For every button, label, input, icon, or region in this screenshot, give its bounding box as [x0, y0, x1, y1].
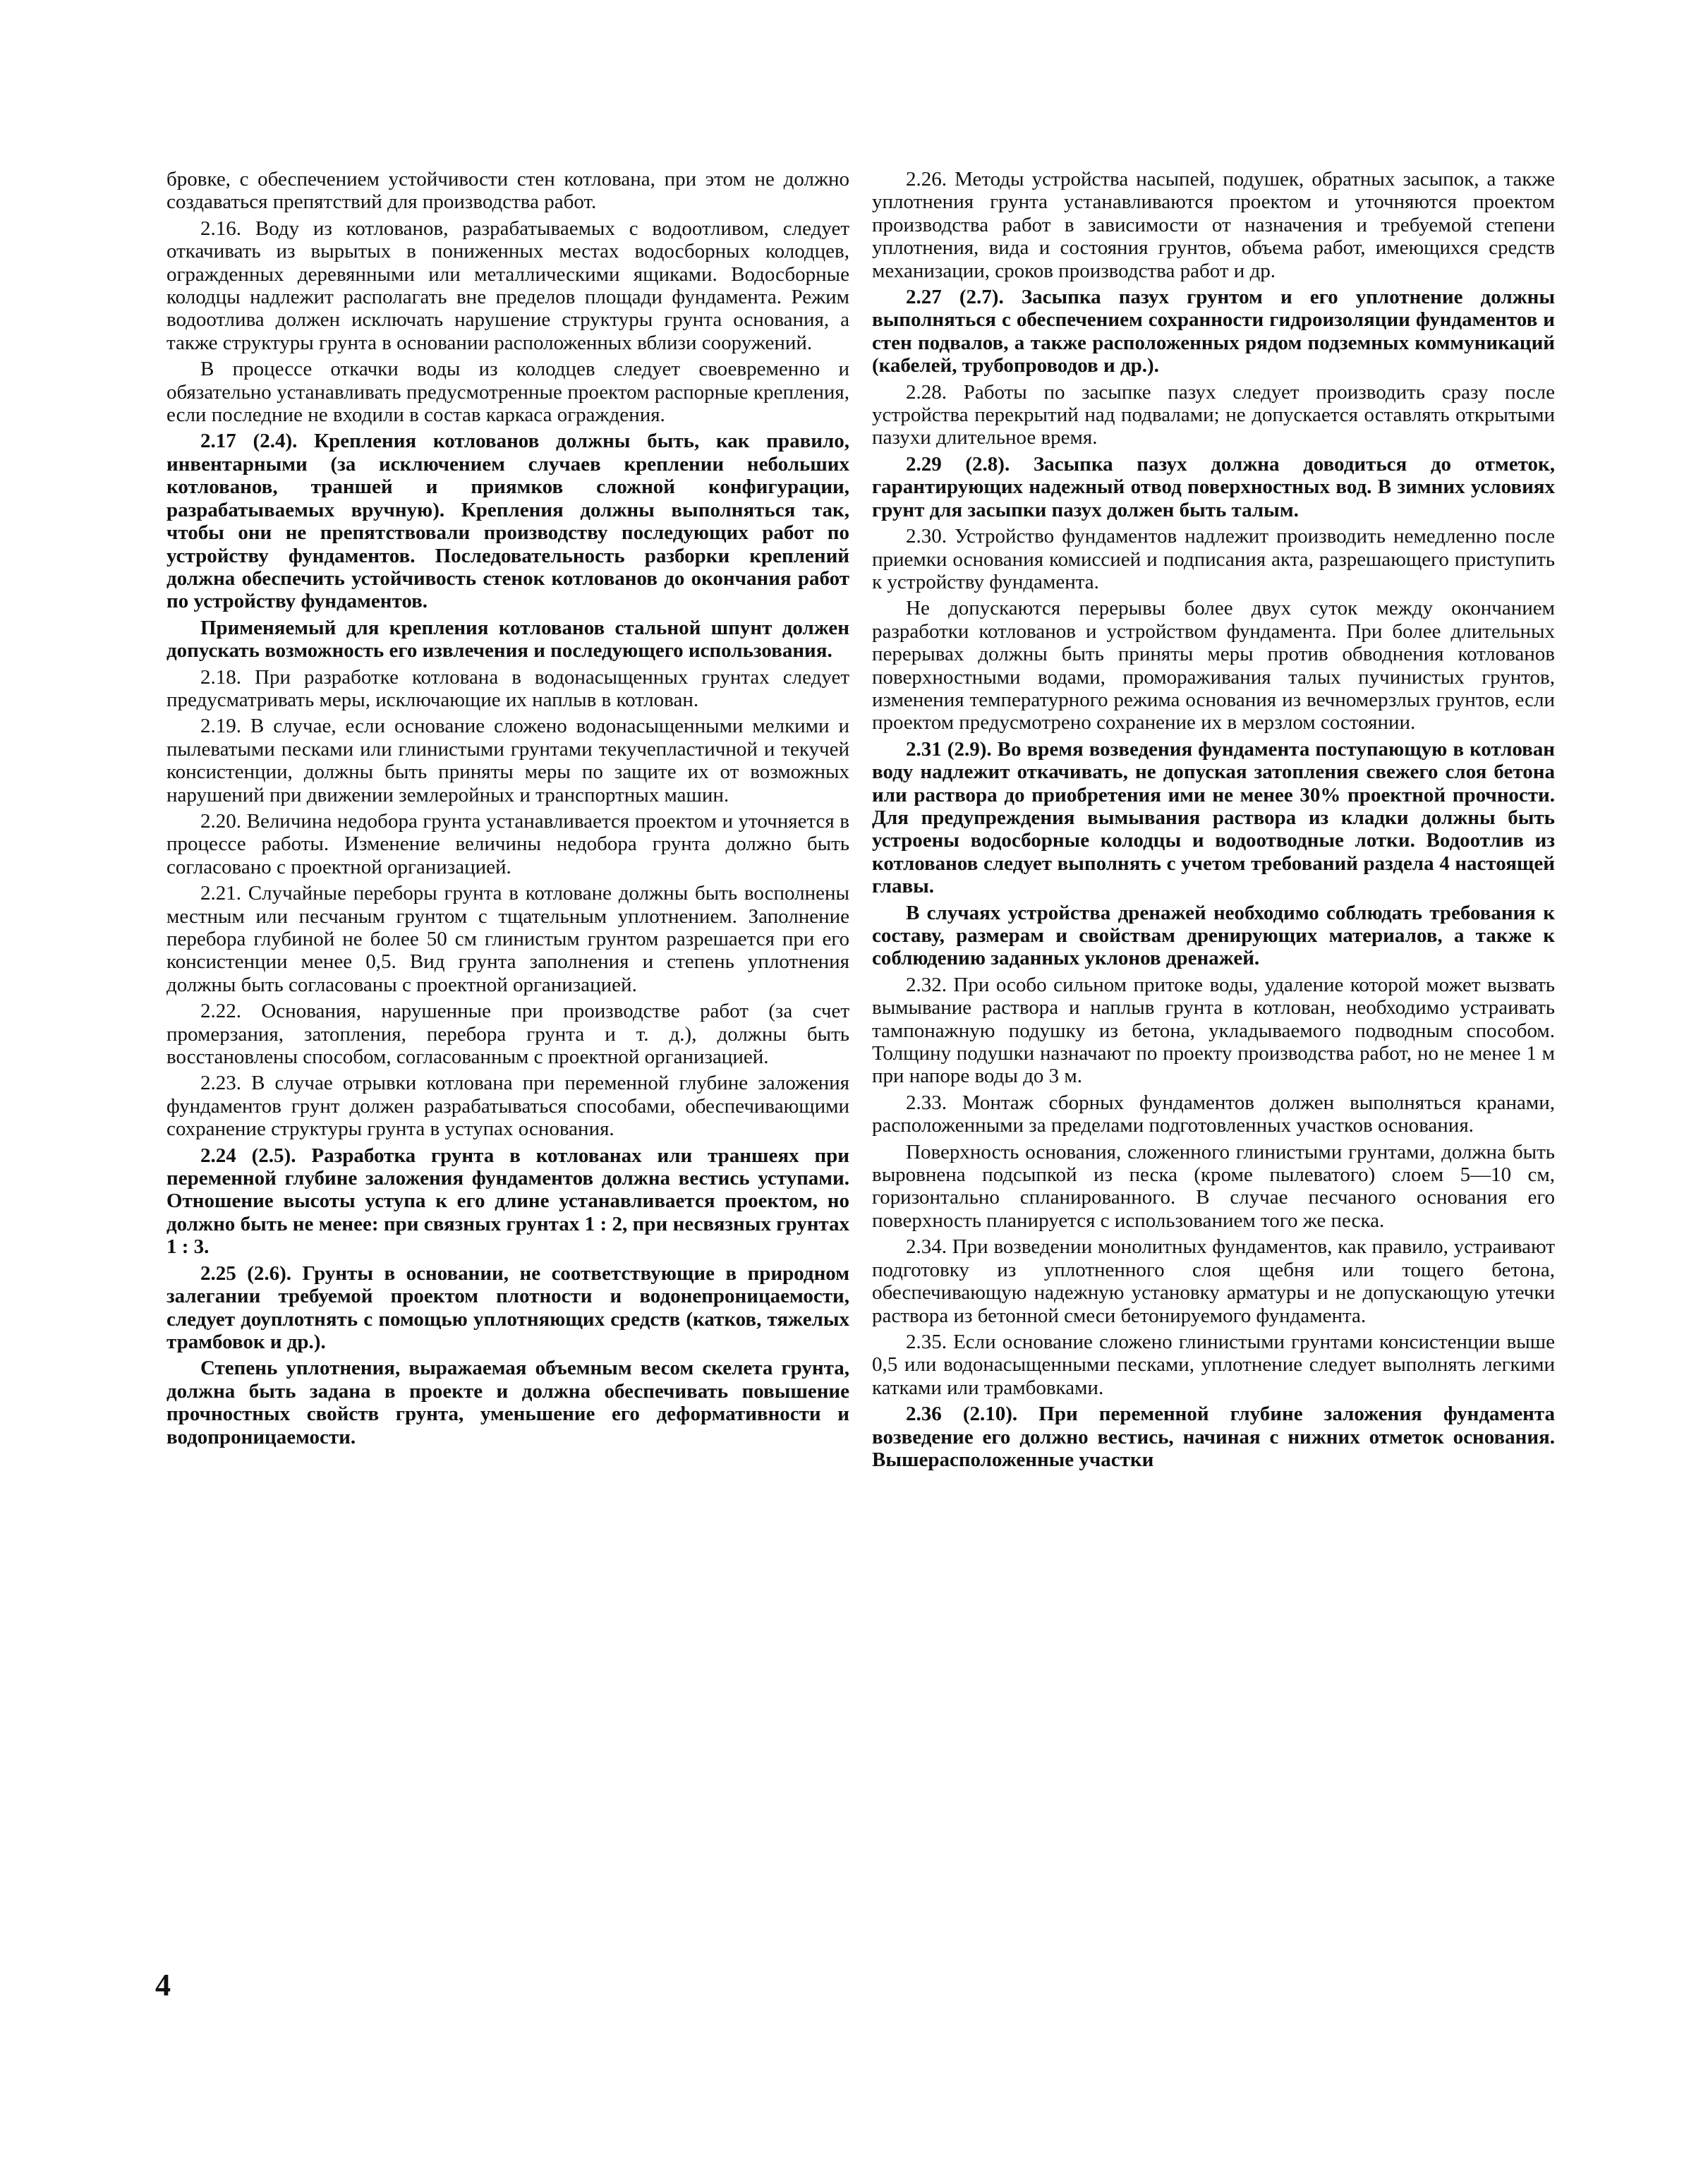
paragraph: 2.22. Основания, нарушенные при производстве работ (за счет промерзания, затопления, перебора грунта и т. д.), должны быть восстановлены способом, согласованным с проектной организацией.: [166, 1000, 849, 1069]
paragraph: 2.16. Воду из котлованов, разрабатываемых с водоотливом, следует откачивать из вырытых в пониженных местах водосборных колодцев, огражденных деревянными или металлическими ящиками. Водосборные колодцы надлежит располагать вне пределов площади фундамента. Режим водоотлива должен исключать нарушение структуры грунта основания, а также структуры грунта в основании расположенных вблизи сооружений.: [166, 217, 849, 354]
paragraph: 2.26. Методы устройства насыпей, подушек, обратных засыпок, а также уплотнения грунта устанавливаются проектом и уточняются проектом производства работ в зависимости от назначения и требуемой степени уплотнения, вида и состояния грунтов, объема работ, имеющихся средств механизации, сроков производства работ и др.: [872, 168, 1555, 282]
paragraph: 2.17 (2.4). Крепления котлованов должны быть, как правило, инвентарными (за исключением случаев креплении небольших котлованов, траншей и приямков сложной конфигурации, разрабатываемых вручную). Крепления должны выполняться так, чтобы они не препятствовали производству последующих работ по устройству фундаментов. Последовательность разборки креплений должна обеспечить устойчивость стенок котлованов до окончания работ по устройству фундаментов.: [166, 430, 849, 613]
paragraph: 2.18. При разработке котлована в водонасыщенных грунтах следует предусматривать меры, исключающие их наплыв в котлован.: [166, 665, 849, 711]
paragraph: 2.21. Случайные переборы грунта в котловане должны быть восполнены местным или песчаным грунтом с тщательным уплотнением. Заполнение перебора глубиной не более 50 см глинистым грунтом разрешается при его консистенции менее 0,5. Вид грунта заполнения и степень уплотнения должны быть согласованы с проектной организацией.: [166, 882, 849, 996]
paragraph: 2.28. Работы по засыпке пазух следует производить сразу после устройства перекрытий над подвалами; не допускается оставлять открытыми пазухи длительное время.: [872, 380, 1555, 449]
page-number: 4: [155, 1968, 171, 2002]
paragraph: 2.27 (2.7). Засыпка пазух грунтом и его уплотнение должны выполняться с обеспечением сохранности гидроизоляции фундаментов и стен подвалов, а также расположенных рядом подземных коммуникаций (кабелей, трубопроводов и др.).: [872, 286, 1555, 377]
paragraph: бровке, с обеспечением устойчивости стен котлована, при этом не должно создаваться препятствий для производства работ.: [166, 168, 849, 214]
paragraph: 2.20. Величина недобора грунта устанавливается проектом и уточняется в процессе работы. Изменение величины недобора грунта должно быть согласовано с проектной организацией.: [166, 809, 849, 878]
paragraph: В случаях устройства дренажей необходимо соблюдать требования к составу, размерам и свойствам дренирующих материалов, а также к соблюдению заданных уклонов дренажей.: [872, 901, 1555, 970]
paragraph: Поверхность основания, сложенного глинистыми грунтами, должна быть выровнена подсыпкой из песка (кроме пылеватого) слоем 5—10 см, горизонтально спланированного. В случае песчаного основания его поверхность планируется с использованием того же песка.: [872, 1140, 1555, 1232]
paragraph: 2.24 (2.5). Разработка грунта в котлованах или траншеях при переменной глубине заложения фундаментов должна вестись уступами. Отношение высоты уступа к его длине устанавливается проектом, но должно быть не менее: при связных грунтах 1 : 2, при несвязных грунтах 1 : 3.: [166, 1144, 849, 1259]
paragraph: 2.35. Если основание сложено глинистыми грунтами консистенции выше 0,5 или водонасыщенными песками, уплотнение следует выполнять легкими катками или трамбовками.: [872, 1330, 1555, 1399]
paragraph: 2.19. В случае, если основание сложено водонасыщенными мелкими и пылеватыми песками или глинистыми грунтами текучепластичной и текучей консистенции, должны быть приняты меры по защите их от возможных нарушений при движении землеройных и транспортных машин.: [166, 715, 849, 806]
left-column: [166, 168, 849, 1452]
paragraph: 2.33. Монтаж сборных фундаментов должен выполняться кранами, расположенными за пределами подготовленных участков основания.: [872, 1091, 1555, 1137]
paragraph: Степень уплотнения, выражаемая объемным весом скелета грунта, должна быть задана в проекте и должна обеспечивать повышение прочностных свойств грунта, уменьшение его деформативности и водопроницаемости.: [166, 1357, 849, 1448]
paragraph: 2.25 (2.6). Грунты в основании, не соответствующие в природном залегании требуемой проектом плотности и водонепроницаемости, следует доуплотнять с помощью уплотняющих средств (катков, тяжелых трамбовок и др.).: [166, 1262, 849, 1353]
paragraph: 2.31 (2.9). Во время возведения фундамента поступающую в котлован воду надлежит откачивать, не допуская затопления свежего слоя бетона или раствора до приобретения ими не менее 30% проектной прочности. Для предупреждения вымывания раствора из кладки должны быть устроены водосборные колодцы и водоотводные лотки. Водоотлив из котлованов следует выполнять с учетом требований раздела 4 настоящей главы.: [872, 737, 1555, 898]
paragraph: Применяемый для крепления котлованов стальной шпунт должен допускать возможность его извлечения и последующего использования.: [166, 616, 849, 662]
paragraph: Не допускаются перерывы более двух суток между окончанием разработки котлованов и устройством фундамента. При более длительных перерывах должны быть приняты меры против обводнения котлованов поверхностными водами, промораживания талых пучинистых грунтов, изменения температурного режима основания из вечномерзлых грунтов, если проектом предусмотрено сохранение их в мерзлом состоянии.: [872, 597, 1555, 734]
paragraph: 2.34. При возведении монолитных фундаментов, как правило, устраивают подготовку из уплотненного слоя щебня или тощего бетона, обеспечивающую надежную установку арматуры и не допускающую утечки раствора из бетонной смеси бетонируемого фундамента.: [872, 1235, 1555, 1327]
paragraph: 2.29 (2.8). Засыпка пазух должна доводиться до отметок, гарантирующих надежный отвод поверхностных вод. В зимних условиях грунт для засыпки пазух должен быть талым.: [872, 452, 1555, 521]
paragraph: В процессе откачки воды из колодцев следует своевременно и обязательно устанавливать предусмотренные проектом распорные крепления, если последние не входили в состав каркаса ограждения.: [166, 358, 849, 427]
paragraph: 2.32. При особо сильном притоке воды, удаление которой может вызвать вымывание раствора и наплыв грунта в котлован, необходимо устраивать тампонажную подушку из бетона, укладываемого подводным способом. Толщину подушки назначают по проекту производства работ, но не менее 1 м при напоре воды до 3 м.: [872, 973, 1555, 1088]
paragraph: 2.23. В случае отрывки котлована при переменной глубине заложения фундаментов грунт должен разрабатываться способами, обеспечивающими сохранение структуры грунта в уступах основания.: [166, 1072, 849, 1141]
paragraph: 2.30. Устройство фундаментов надлежит производить немедленно после приемки основания комиссией и подписания акта, разрешающего приступить к устройству фундамента.: [872, 525, 1555, 593]
right-column: [872, 168, 1555, 1475]
paragraph: 2.36 (2.10). При переменной глубине заложения фундамента возведение его должно вестись, начиная с нижних отметок основания. Вышерасположенные участки: [872, 1403, 1555, 1471]
